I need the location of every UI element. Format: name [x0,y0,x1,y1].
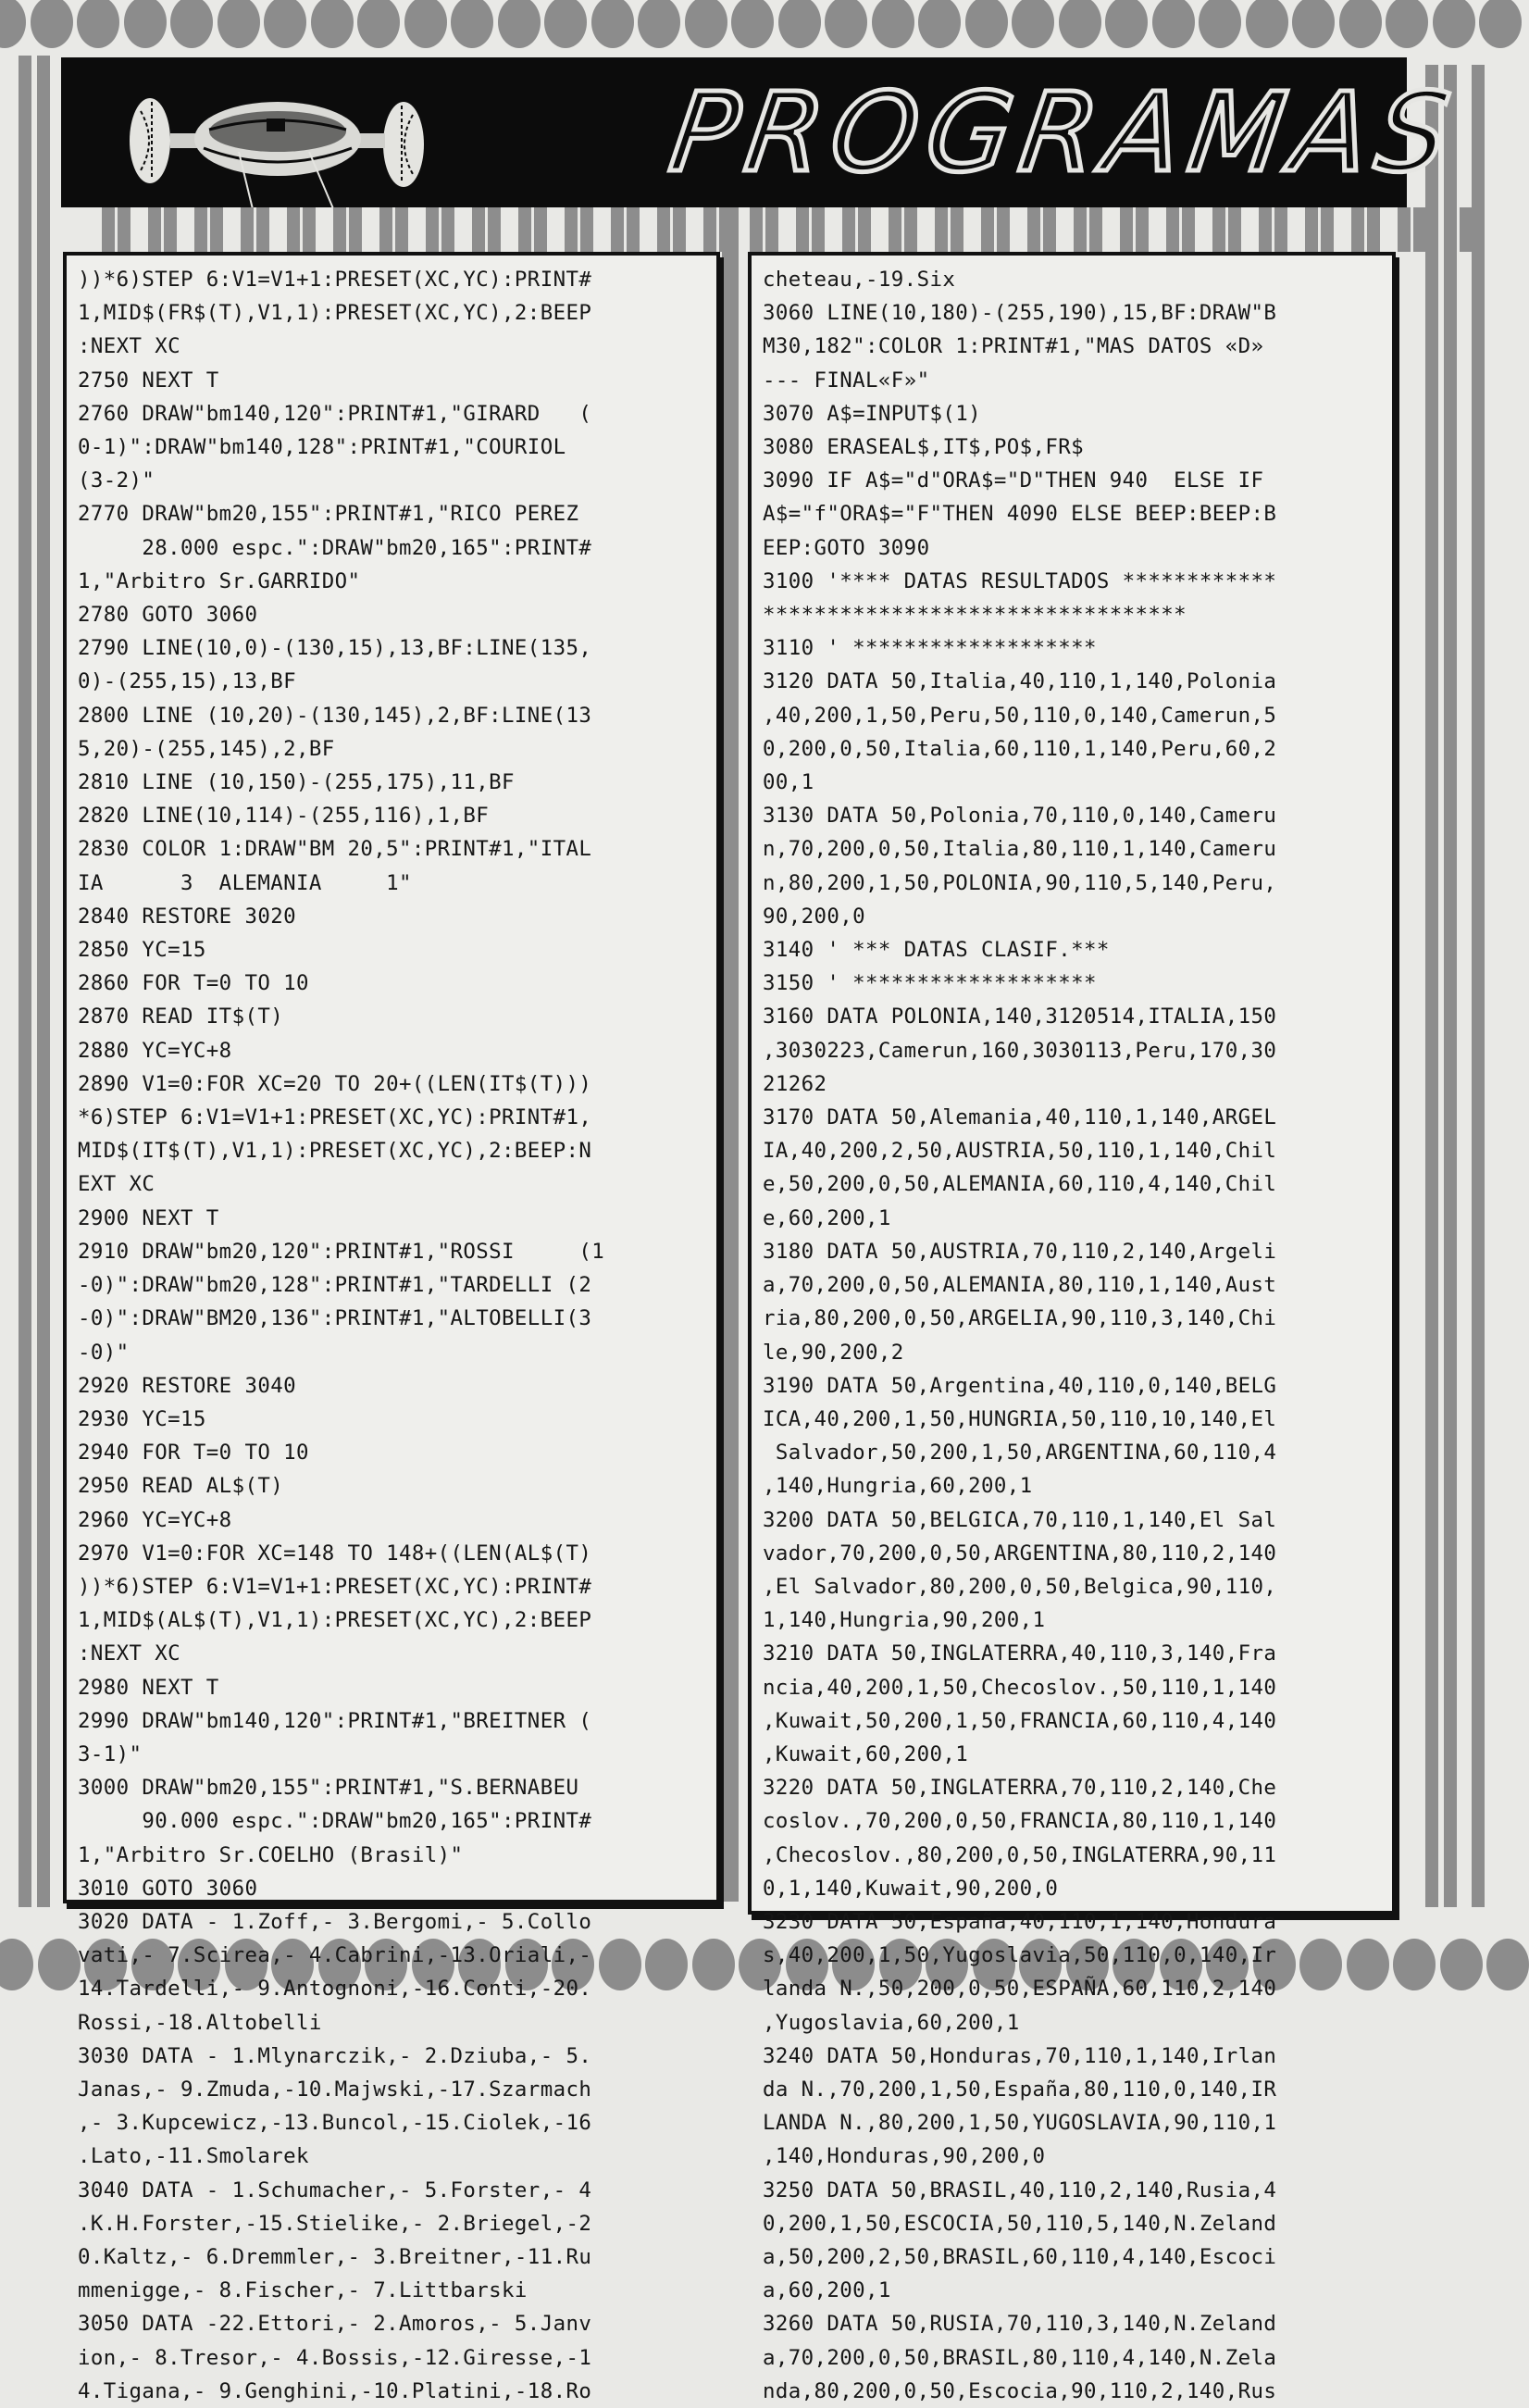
code-line: 2880 YC=YC+8 [78,1038,232,1063]
decorative-stripe [997,207,1010,252]
decorative-dot [1292,0,1335,48]
decorative-stripe [102,207,115,252]
code-line: 3160 DATA POLONIA,140,3120514,ITALIA,150 [763,1004,1277,1029]
code-line: 1,MID$(FR$(T),V1,1):PRESET(XC,YC),2:BEEP [78,301,592,326]
code-line: Janas,- 9.Zmuda,-10.Majwski,-17.Szarmach [78,2077,592,2102]
code-line: ,140,Honduras,90,200,0 [763,2144,1046,2169]
code-line: 2840 RESTORE 3020 [78,904,296,929]
code-line: ,Kuwait,60,200,1 [763,1741,969,1766]
code-line: 2800 LINE (10,20)-(130,145),2,BF:LINE(13 [78,703,592,728]
code-line: ion,- 8.Tresor,- 4.Bossis,-12.Giresse,-1 [78,2345,592,2370]
decorative-stripe [395,207,408,252]
decorative-stripe [1444,65,1457,1907]
code-line: 2860 FOR T=0 TO 10 [78,971,309,996]
decorative-dot [77,0,119,48]
code-line: 3-1)" [78,1741,143,1766]
page-title [663,63,1466,202]
code-line: 3070 A$=INPUT$(1) [763,401,981,426]
code-line: 3080 ERASEAL$,IT$,PO$,FR$ [763,435,1085,460]
code-line: da N.,70,200,1,50,España,80,110,0,140,IR [763,2077,1277,2102]
code-line: coslov.,70,200,0,50,FRANCIA,80,110,1,140 [763,1809,1277,1834]
decorative-stripe [518,207,531,252]
code-line: -0)":DRAW"bm20,128":PRINT#1,"TARDELLI (2 [78,1273,592,1298]
decorative-dot [1433,0,1475,48]
decorative-dot [965,0,1008,48]
code-line: 1,MID$(AL$(T),V1,1):PRESET(XC,YC),2:BEEP [78,1608,592,1633]
code-line: 3110 ' ******************* [763,636,1097,661]
decorative-stripe [1460,207,1473,252]
decorative-stripe [426,207,439,252]
decorative-stripe [611,207,624,252]
code-line: 2810 LINE (10,150)-(255,175),11,BF [78,770,515,795]
code-line: 90,200,0 [763,904,866,929]
decorative-stripe [1136,207,1149,252]
decorative-stripe [441,207,454,252]
code-line: 3260 DATA 50,RUSIA,70,110,3,140,N.Zeland [763,2312,1277,2337]
decorative-dot [357,0,400,48]
code-line: A$="f"ORA$="F"THEN 4090 ELSE BEEP:BEEP:B [763,502,1277,527]
code-line: 2850 YC=15 [78,938,206,963]
code-line: e,60,200,1 [763,1205,891,1230]
decorative-stripe [565,207,578,252]
decorative-dot [1105,0,1148,48]
code-line: 2830 COLOR 1:DRAW"BM 20,5":PRINT#1,"ITAL [78,837,592,862]
code-line: Salvador,50,200,1,50,ARGENTINA,60,110,4 [763,1441,1277,1466]
decorative-dot [170,0,213,48]
decorative-dot [1246,0,1288,48]
code-line: 2960 YC=YC+8 [78,1507,232,1532]
decorative-dot [638,0,680,48]
code-line: ,Checoslov.,80,200,0,50,INGLATERRA,90,11 [763,1842,1277,1867]
code-line: 1,"Arbitro Sr.GARRIDO" [78,568,361,593]
code-line: EXT XC [78,1172,155,1197]
code-line: 0)-(255,15),13,BF [78,669,296,694]
code-line: 4.Tigana,- 9.Genghini,-10.Platini,-18.Ro [78,2378,592,2403]
code-line: 1,140,Hungria,90,200,1 [763,1608,1046,1633]
code-line: ,40,200,1,50,Peru,50,110,0,140,Camerun,5 [763,703,1277,728]
decorative-dot [685,0,727,48]
code-line: 3240 DATA 50,Honduras,70,110,1,140,Irlan [763,2043,1277,2068]
decorative-dot [544,0,587,48]
code-line: 2760 DRAW"bm140,120":PRINT#1,"GIRARD ( [78,401,592,426]
decorative-stripe [534,207,547,252]
decorative-stripe [1089,207,1102,252]
decorative-stripe [164,207,177,252]
code-line: 2940 FOR T=0 TO 10 [78,1441,309,1466]
decorative-stripe [472,207,485,252]
decorative-dot-row-top [0,0,1499,52]
decorative-stripe [256,207,269,252]
code-line: 3040 DATA - 1.Schumacher,- 5.Forster,- 4 [78,2177,592,2202]
code-line: cheteau,-19.Six [763,268,956,292]
decorative-stripe [657,207,670,252]
decorative-dot [1386,0,1428,48]
decorative-dot [1486,1939,1529,1990]
decorative-dot [1199,0,1241,48]
code-line: 5,20)-(255,145),2,BF [78,736,335,761]
code-line: 3140 ' *** DATAS CLASIF.*** [763,938,1110,963]
code-line: 3010 GOTO 3060 [78,1876,258,1901]
code-line: -0)":DRAW"BM20,136":PRINT#1,"ALTOBELLI(3 [78,1306,592,1331]
code-line: 3120 DATA 50,Italia,40,110,1,140,Polonia [763,669,1277,694]
header-banner [61,57,1466,207]
code-line: 3050 DATA -22.Ettori,- 2.Amoros,- 5.Janv [78,2312,592,2337]
decorative-stripe [1413,207,1426,252]
decorative-stripe [858,207,871,252]
code-line: 2820 LINE(10,114)-(255,116),1,BF [78,804,490,829]
code-line: n,80,200,1,50,POLONIA,90,110,5,140,Peru, [763,870,1277,895]
decorative-stripe [703,207,716,252]
code-line: 2930 YC=15 [78,1406,206,1431]
decorative-dot [1152,0,1195,48]
decorative-dot [731,0,774,48]
decorative-dot [124,0,167,48]
code-line: 2770 DRAW"bm20,155":PRINT#1,"RICO PEREZ [78,502,579,527]
decorative-stripe [1351,207,1364,252]
code-listing-left [63,252,720,2403]
decorative-stripe [1367,207,1380,252]
code-line: *6)STEP 6:V1=V1+1:PRESET(XC,YC):PRINT#1, [78,1105,592,1130]
decorative-dot [918,0,961,48]
decorative-dot [404,0,447,48]
code-line: 3210 DATA 50,INGLATERRA,40,110,3,140,Fra [763,1641,1277,1666]
decorative-stripe [812,207,825,252]
code-line: ,Kuwait,50,200,1,50,FRANCIA,60,110,4,140 [763,1708,1277,1733]
code-line: 0.Kaltz,- 6.Dremmler,- 3.Breitner,-11.Ru [78,2244,592,2269]
code-line: ,3030223,Camerun,160,3030113,Peru,170,30 [763,1038,1277,1063]
code-line: -0)" [78,1340,130,1365]
code-line: 3020 DATA - 1.Zoff,- 3.Bergomi,- 5.Collo [78,1909,592,1934]
code-line: MID$(IT$(T),V1,1):PRESET(XC,YC),2:BEEP:N [78,1139,592,1164]
decorative-stripe [719,207,732,252]
code-line: e,50,200,0,50,ALEMANIA,60,110,4,140,Chil [763,1172,1277,1197]
decorative-stripe [904,207,917,252]
code-listing-right [748,252,1396,2403]
decorative-dot [1393,1939,1436,1990]
code-line: ))*6)STEP 6:V1=V1+1:PRESET(XC,YC):PRINT# [78,268,592,292]
code-line: ,El Salvador,80,200,0,50,Belgica,90,110, [763,1574,1277,1599]
decorative-dot [872,0,914,48]
code-line: 14.Tardelli,- 9.Antognoni,-16.Conti,-20. [78,1977,592,2002]
code-line: a,50,200,2,50,BRASIL,60,110,4,140,Escoci [763,2244,1277,2269]
decorative-dot [311,0,354,48]
decorative-stripe [1321,207,1334,252]
decorative-dot [0,1939,33,1990]
code-line: 2890 V1=0:FOR XC=20 TO 20+((LEN(IT$(T))) [78,1071,592,1096]
decorative-stripe [287,207,300,252]
decorative-stripe [1074,207,1087,252]
decorative-stripe [303,207,316,252]
code-line: ICA,40,200,1,50,HUNGRIA,50,110,10,140,El [763,1406,1277,1431]
decorative-dot [31,0,73,48]
code-line: mmenigge,- 8.Fischer,- 7.Littbarski [78,2278,528,2303]
decorative-stripe [118,207,131,252]
code-line: 2980 NEXT T [78,1675,219,1700]
decorative-stripe [580,207,593,252]
decorative-stripe [935,207,948,252]
decorative-stripe [673,207,686,252]
title-text: PROGRAMAS [663,69,1466,196]
decorative-dot [591,0,634,48]
code-line: ********************************* [763,603,1187,628]
code-line: ,140,Hungria,60,200,1 [763,1474,1033,1499]
code-line: EEP:GOTO 3090 [763,535,930,560]
decorative-stripe [1120,207,1133,252]
decorative-stripe [1259,207,1272,252]
decorative-dot [451,0,493,48]
code-line: landa N.,50,200,0,50,ESPAÑA,60,110,2,140 [763,1977,1277,2002]
decorative-dot [1440,1939,1483,1990]
code-line: 1,"Arbitro Sr.COELHO (Brasil)" [78,1842,464,1867]
code-line: :NEXT XC [78,1641,181,1666]
code-line: 0,200,1,50,ESCOCIA,50,110,5,140,N.Zeland [763,2211,1277,2236]
code-line: 2790 LINE(10,0)-(130,15),13,BF:LINE(135, [78,636,592,661]
decorative-stripe [951,207,963,252]
decorative-stripe [1274,207,1287,252]
code-line: --- FINAL«F»" [763,368,930,393]
code-line: 3220 DATA 50,INGLATERRA,70,110,2,140,Che [763,1776,1277,1801]
code-line: .K.H.Forster,-15.Stielike,- 2.Briegel,-2 [78,2211,592,2236]
decorative-stripe [981,207,994,252]
decorative-dot [0,0,26,48]
code-line: ncia,40,200,1,50,Checoslov.,50,110,1,140 [763,1675,1277,1700]
code-line: a,70,200,0,50,BRASIL,80,110,4,140,N.Zela [763,2345,1277,2370]
decorative-stripe [1472,65,1485,1907]
decorative-stripe [796,207,809,252]
decorative-stripe [750,207,763,252]
code-line: 3150 ' ******************* [763,971,1097,996]
code-line: ,Yugoslavia,60,200,1 [763,2010,1020,2035]
code-line: ,- 3.Kupcewicz,-13.Buncol,-15.Ciolek,-16 [78,2111,592,2136]
spaceship-icon [120,74,435,213]
code-line: 2920 RESTORE 3040 [78,1373,296,1398]
decorative-stripe [241,207,254,252]
code-line: (3-2)" [78,468,155,493]
code-line: 3190 DATA 50,Argentina,40,110,0,140,BELG [763,1373,1277,1398]
code-line: vador,70,200,0,50,ARGENTINA,80,110,2,140 [763,1541,1277,1566]
code-line: IA,40,200,2,50,AUSTRIA,50,110,1,140,Chil [763,1139,1277,1164]
code-line: 3170 DATA 50,Alemania,40,110,1,140,ARGEL [763,1105,1277,1130]
decorative-stripe [148,207,161,252]
code-line: 3030 DATA - 1.Mlynarczik,- 2.Dziuba,- 5. [78,2043,592,2068]
decorative-stripe [1444,207,1457,252]
code-line: Rossi,-18.Altobelli [78,2010,322,2035]
decorative-dot [498,0,541,48]
decorative-stripes-under-banner [61,207,1407,252]
decorative-stripe [889,207,901,252]
decorative-stripe [210,207,223,252]
code-line: IA 3 ALEMANIA 1" [78,870,412,895]
decorative-stripe [1212,207,1225,252]
code-line: 3000 DRAW"bm20,155":PRINT#1,"S.BERNABEU [78,1776,579,1801]
decorative-dot [778,0,821,48]
code-line: n,70,200,0,50,Italia,80,110,1,140,Cameru [763,837,1277,862]
decorative-dot [1059,0,1101,48]
decorative-stripe [627,207,640,252]
code-line: 3130 DATA 50,Polonia,70,110,0,140,Cameru [763,804,1277,829]
decorative-dot [1012,0,1054,48]
code-line: M30,182":COLOR 1:PRINT#1,"MAS DATOS «D» [763,334,1264,359]
code-line: a,70,200,0,50,ALEMANIA,80,110,1,140,Aust [763,1273,1277,1298]
decorative-dot [825,0,867,48]
code-line: 3100 '**** DATAS RESULTADOS ************ [763,568,1277,593]
code-line: 2780 GOTO 3060 [78,603,258,628]
decorative-dot [38,1939,81,1990]
decorative-stripe [1043,207,1056,252]
decorative-dot [1339,0,1382,48]
code-line: :NEXT XC [78,334,181,359]
code-line: 0,200,0,50,Italia,60,110,1,140,Peru,60,2 [763,736,1277,761]
column-separator [722,207,739,1902]
code-line: 21262 [763,1071,827,1096]
decorative-stripe [37,56,50,1907]
code-line: LANDA N.,80,200,1,50,YUGOSLAVIA,90,110,1 [763,2111,1277,2136]
code-line: 2950 READ AL$(T) [78,1474,284,1499]
code-line: ))*6)STEP 6:V1=V1+1:PRESET(XC,YC):PRINT# [78,1574,592,1599]
decorative-stripe [1228,207,1241,252]
decorative-stripe [1027,207,1040,252]
decorative-stripe [488,207,501,252]
code-line: 3200 DATA 50,BELGICA,70,110,1,140,El Sal [763,1507,1277,1532]
code-line: 2870 READ IT$(T) [78,1004,284,1029]
code-line: 2900 NEXT T [78,1205,219,1230]
code-line: 2990 DRAW"bm140,120":PRINT#1,"BREITNER ( [78,1708,592,1733]
decorative-dot [1479,0,1522,48]
code-line: ria,80,200,0,50,ARGELIA,90,110,3,140,Chi [763,1306,1277,1331]
code-line: le,90,200,2 [763,1340,904,1365]
decorative-stripe [1425,65,1438,1907]
decorative-stripe [842,207,855,252]
decorative-stripe [379,207,392,252]
decorative-dot [264,0,306,48]
decorative-stripe [349,207,362,252]
code-line: 90.000 espc.":DRAW"bm20,165":PRINT# [78,1809,592,1834]
code-line: 3060 LINE(10,180)-(255,190),15,BF:DRAW"B [763,301,1277,326]
code-line: .Lato,-11.Smolarek [78,2144,309,2169]
code-line: s,40,200,1,50,Yugoslavia,50,110,0,140,Ir [763,1943,1277,1968]
code-line: 3230 DATA 50,España,40,110,1,140,Hondura [763,1909,1277,1934]
decorative-stripe [1398,207,1411,252]
decorative-stripe [194,207,207,252]
code-line: 0,1,140,Kuwait,90,200,0 [763,1876,1059,1901]
decorative-stripe [1305,207,1318,252]
code-line: vati,- 7.Scirea,- 4.Cabrini,-13.Oriali,- [78,1943,592,1968]
decorative-stripe [1182,207,1195,252]
decorative-stripe [19,56,31,1907]
decorative-dot [218,0,260,48]
code-line: 3250 DATA 50,BRASIL,40,110,2,140,Rusia,4 [763,2177,1277,2202]
decorative-stripe [1166,207,1179,252]
code-line: 3090 IF A$="d"ORA$="D"THEN 940 ELSE IF [763,468,1264,493]
code-line: 2910 DRAW"bm20,120":PRINT#1,"ROSSI (1 [78,1239,605,1264]
code-line: 3180 DATA 50,AUSTRIA,70,110,2,140,Argeli [763,1239,1277,1264]
code-line: 28.000 espc.":DRAW"bm20,165":PRINT# [78,535,592,560]
decorative-stripe [765,207,778,252]
code-line: 2750 NEXT T [78,368,219,393]
decorative-stripe [333,207,346,252]
code-line: a,60,200,1 [763,2278,891,2303]
code-line: 0-1)":DRAW"bm140,128":PRINT#1,"COURIOL [78,435,566,460]
code-line: 2970 V1=0:FOR XC=148 TO 148+((LEN(AL$(T) [78,1541,592,1566]
code-line: nda,80,200,0,50,Escocia,90,110,2,140,Rus [763,2378,1277,2403]
code-line: 00,1 [763,770,814,795]
